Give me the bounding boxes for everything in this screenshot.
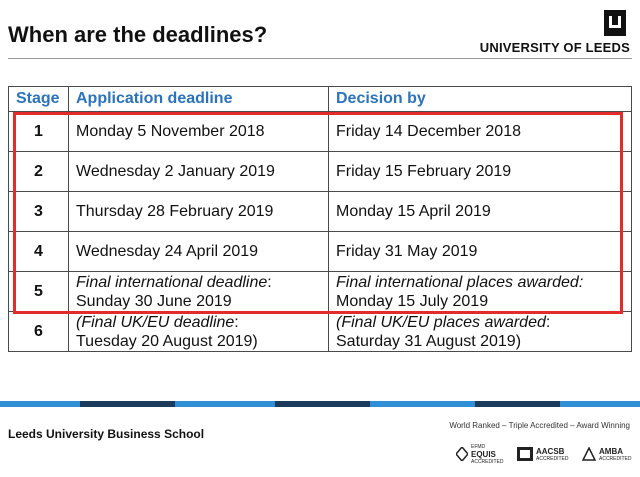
application-deadline-cell: Wednesday 2 January 2019	[69, 152, 329, 192]
decision-by-cell: Friday 14 December 2018	[329, 112, 632, 152]
footer-stripe-segment	[275, 401, 370, 407]
table-row	[9, 232, 632, 272]
application-deadline-cell	[69, 312, 329, 352]
equis-icon	[456, 447, 468, 461]
footer-stripe-segment	[560, 401, 640, 407]
column-header-decision-by: Decision by	[329, 87, 632, 112]
table-row	[9, 272, 632, 312]
application-deadline-date: Sunday 30 June 2019	[76, 292, 232, 310]
application-deadline-colon: :	[234, 313, 239, 331]
decision-by-colon: :	[545, 313, 551, 331]
university-crest-icon	[604, 10, 626, 36]
application-deadline-date: Tuesday 20 August 2019)	[76, 332, 258, 350]
footer-stripe-segment	[0, 401, 80, 407]
page-title: When are the deadlines?	[8, 22, 268, 47]
application-deadline-cell: Wednesday 24 April 2019	[69, 232, 329, 272]
stage-cell: 5	[9, 272, 69, 312]
footer-stripe-segment	[80, 401, 175, 407]
aacsb-logo: AACSB ACCREDITED	[517, 442, 569, 466]
column-header-stage: Stage	[9, 87, 69, 112]
application-deadline-colon: :	[267, 273, 272, 291]
decision-by-cell: Friday 31 May 2019	[329, 232, 632, 272]
equis-logo: EFMD EQUIS ACCREDITED	[456, 442, 504, 466]
application-deadline-cell	[69, 272, 329, 312]
university-logo-text: UNIVERSITY OF LEEDS	[479, 40, 630, 55]
table-row	[9, 112, 632, 152]
footer-stripe-segment	[370, 401, 475, 407]
table-header-row	[9, 87, 632, 112]
table-row	[9, 192, 632, 232]
table-row	[9, 312, 632, 352]
decision-by-label: Final international places awarded:	[336, 273, 584, 291]
application-deadline-label: (Final UK/EU deadline	[76, 313, 235, 331]
stage-cell: 2	[9, 152, 69, 192]
decision-by-date: Monday 15 July 2019	[336, 292, 489, 310]
ranking-tagline: World Ranked – Triple Accredited – Award Winning	[449, 421, 630, 430]
stage-cell: 4	[9, 232, 69, 272]
amba-icon	[582, 447, 596, 461]
footer-stripe-segment	[475, 401, 560, 407]
decision-by-date: Saturday 31 August 2019)	[336, 332, 522, 350]
amba-logo: AMBA ACCREDITED	[582, 442, 632, 466]
stage-cell: 3	[9, 192, 69, 232]
application-deadline-label: Final international deadline	[76, 273, 268, 291]
decision-by-label: (Final UK/EU places awarded	[336, 313, 546, 331]
aacsb-icon	[517, 447, 533, 461]
footer-stripe-segment	[175, 401, 275, 407]
table-row	[9, 152, 632, 192]
deadlines-table	[8, 86, 632, 352]
column-header-application-deadline: Application deadline	[69, 87, 329, 112]
decision-by-cell	[329, 272, 632, 312]
decision-by-cell: Monday 15 April 2019	[329, 192, 632, 232]
stage-cell: 6	[9, 312, 69, 352]
school-name: Leeds University Business School	[8, 427, 205, 441]
application-deadline-cell: Thursday 28 February 2019	[69, 192, 329, 232]
header-divider	[8, 58, 632, 59]
decision-by-cell: Friday 15 February 2019	[329, 152, 632, 192]
application-deadline-cell: Monday 5 November 2018	[69, 112, 329, 152]
stage-cell: 1	[9, 112, 69, 152]
decision-by-cell	[329, 312, 632, 352]
